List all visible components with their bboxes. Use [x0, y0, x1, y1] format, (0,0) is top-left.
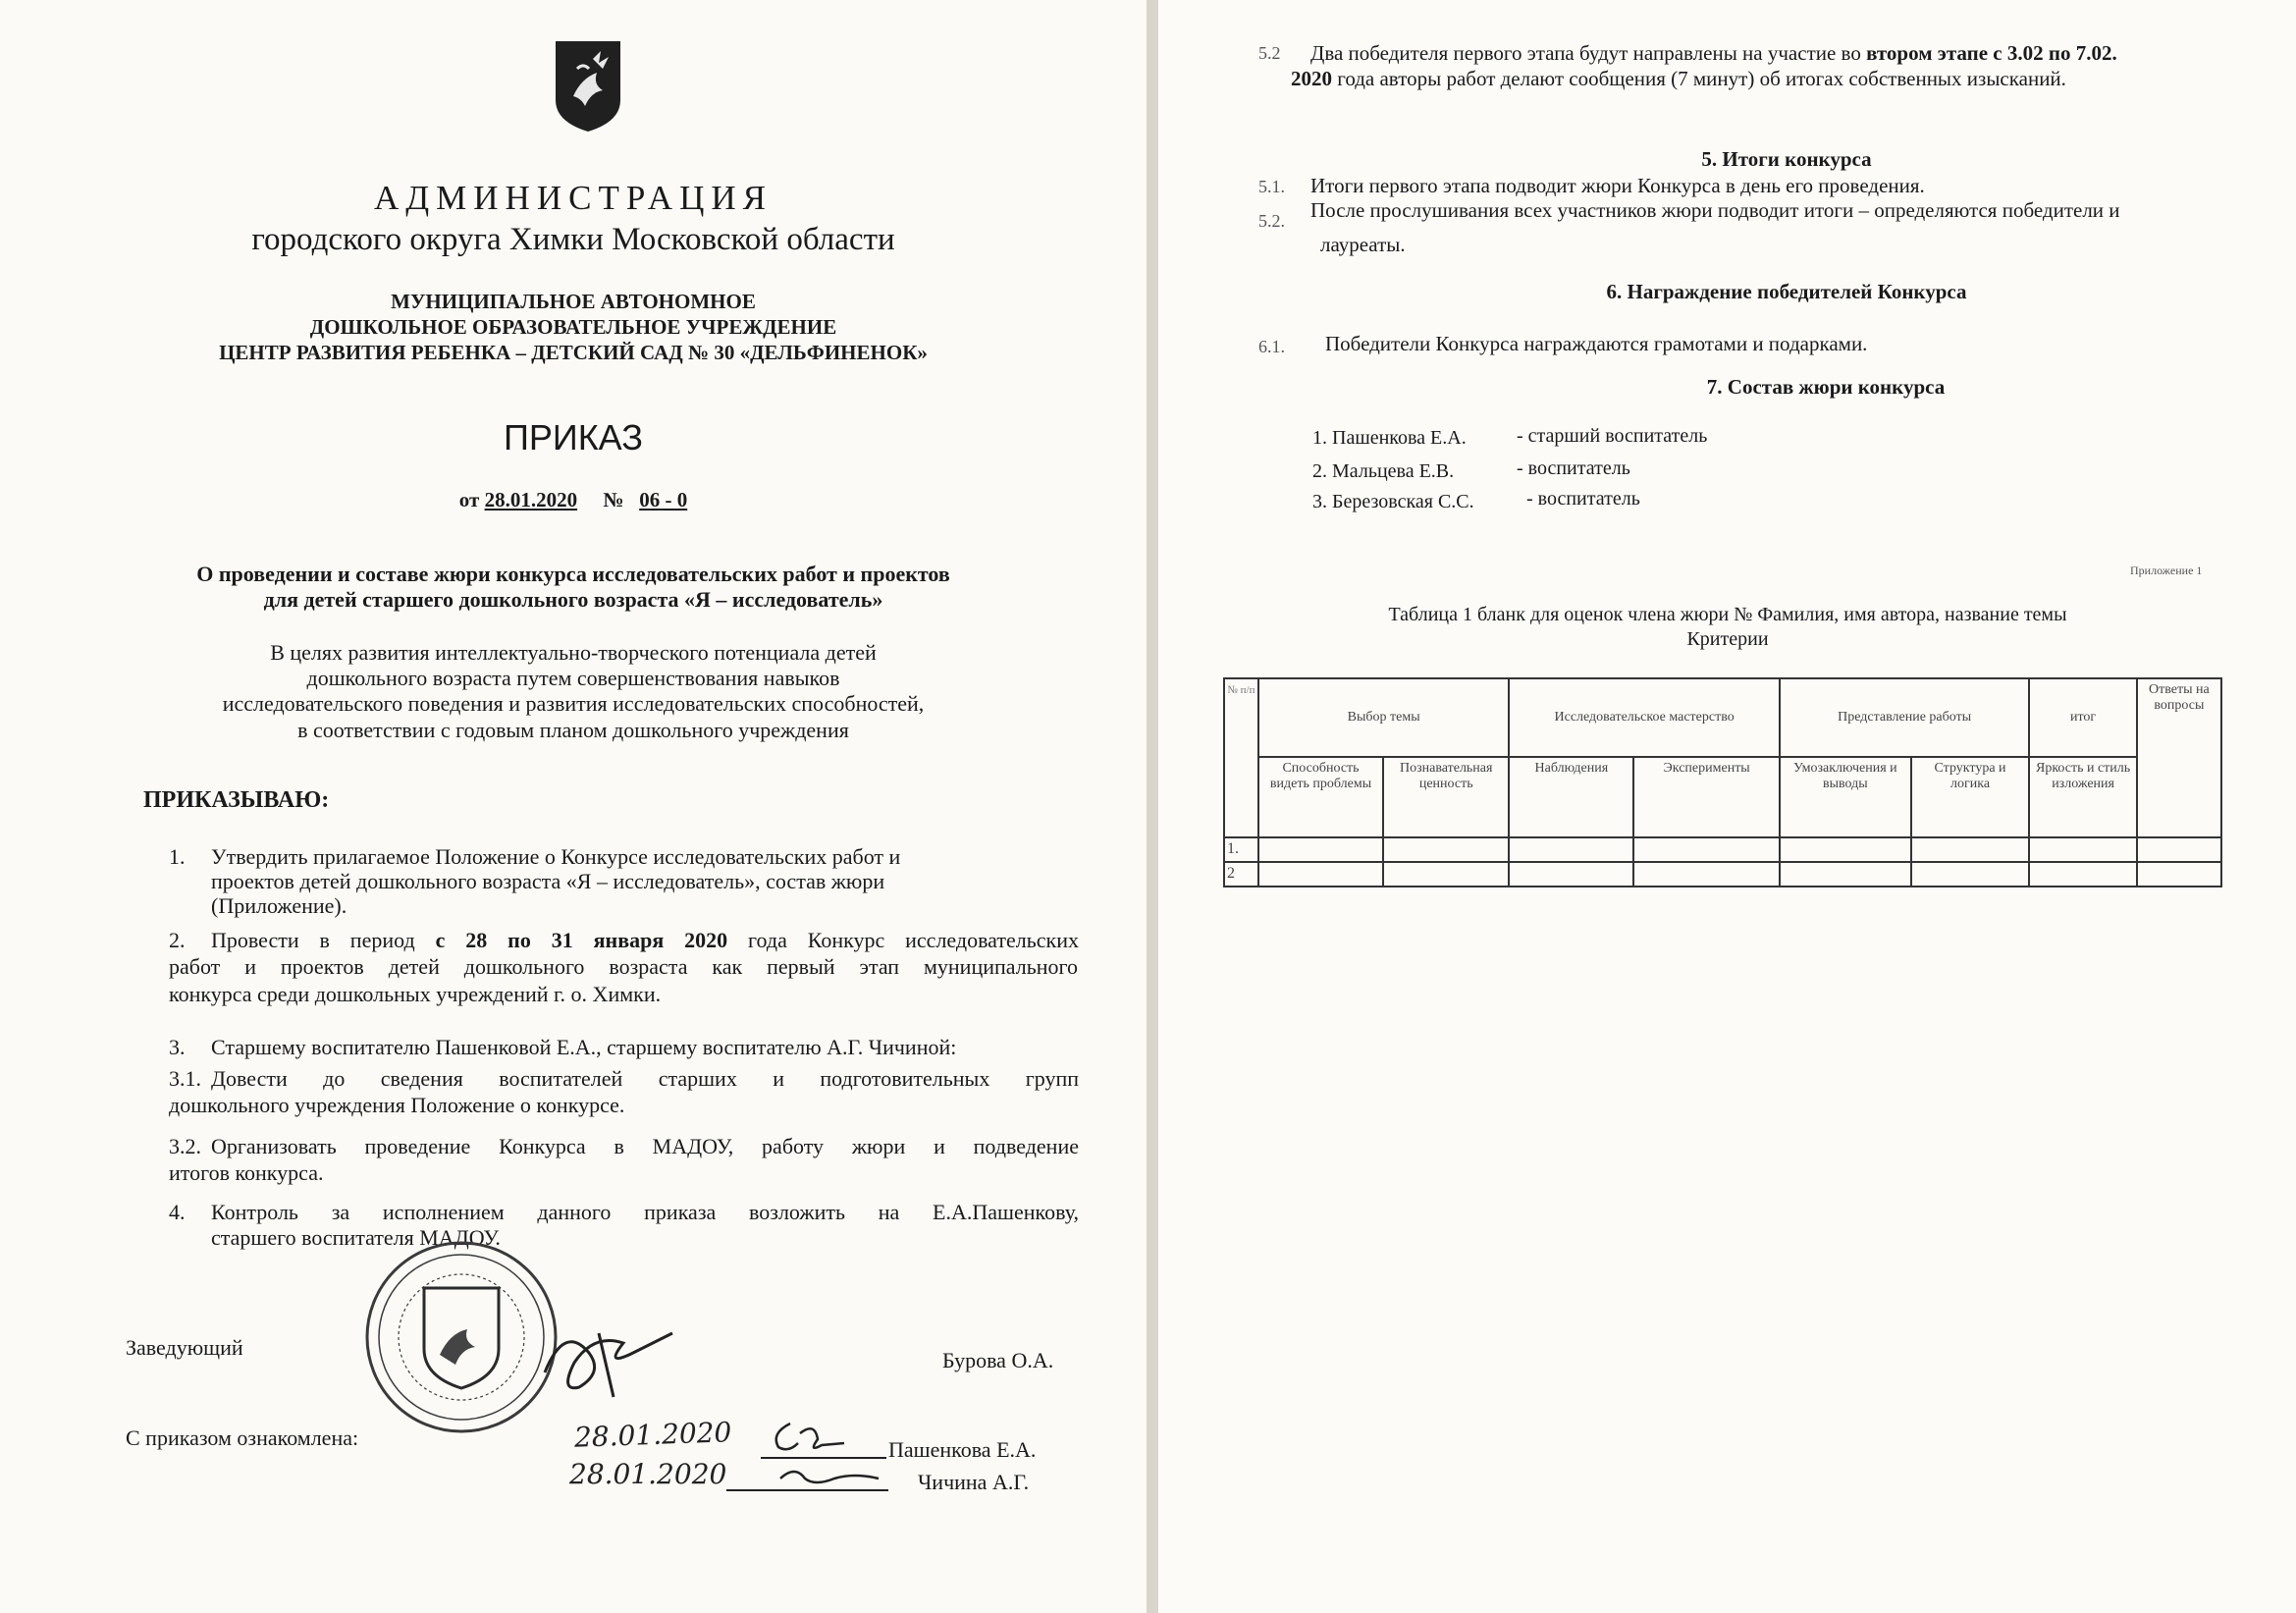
table-header-group: итог — [2029, 678, 2136, 757]
ack2-date: 28.01.2020 — [569, 1458, 727, 1490]
preamble-line-2: дошкольного возраста путем совершенствования навыков — [306, 666, 840, 690]
table-subheader: Способность видеть проблемы — [1258, 757, 1383, 837]
jury-score-table — [1223, 677, 2222, 887]
table-header-group: Исследовательское мастерство — [1509, 678, 1780, 757]
item-number: 2. — [169, 928, 186, 952]
table-row-number: 2 — [1224, 862, 1258, 887]
table-subheader: Познавательная ценность — [1383, 757, 1509, 837]
ack2-line — [726, 1489, 888, 1491]
jury-role: - воспитатель — [1526, 488, 1640, 510]
table-subheader: Яркость и стиль изложения — [2029, 757, 2136, 837]
table-row-number: 1. — [1224, 837, 1258, 862]
section-6-title: 6. Награждение победителей Конкурса — [1606, 280, 1967, 303]
item-number: 4. — [169, 1200, 186, 1224]
item-line: Старшему воспитателю Пашенковой Е.А., старшему воспитателю А.Г. Чичиной: — [211, 1035, 957, 1059]
item-number: 3.2. — [169, 1134, 201, 1158]
section-7-title: 7. Состав жюри конкурса — [1706, 375, 1946, 399]
institution-line-3: ЦЕНТР РАЗВИТИЯ РЕБЕНКА – ДЕТСКИЙ САД № 30 «ДЕЛЬФИНЕНОК» — [219, 341, 928, 364]
table-subheader: Умозаключения и выводы — [1780, 757, 1911, 837]
item-line: Утвердить прилагаемое Положение о Конкурсе исследовательских работ и — [211, 844, 901, 869]
table-caption-line-1: Таблица 1 бланк для оценок члена жюри № Фамилия, имя автора, название темы — [1388, 604, 2067, 625]
order-title: ПРИКАЗ — [503, 417, 644, 457]
decree-heading: ПРИКАЗЫВАЮ: — [143, 787, 330, 813]
institution-line-1: МУНИЦИПАЛЬНОЕ АВТОНОМНОЕ — [391, 290, 756, 313]
item-line: проектов детей дошкольного возраста «Я – исследователь», состав жюри — [211, 869, 885, 893]
table-row — [1224, 862, 2221, 887]
item-number: 1. — [169, 844, 186, 869]
paragraph-number: 5.1. — [1258, 177, 1285, 196]
head-signature — [535, 1314, 682, 1402]
table-row — [1224, 837, 2221, 862]
preamble-line-4: в соответствии с годовым планом дошкольного учреждения — [297, 718, 849, 742]
ack1-date: 28.01.2020 — [573, 1416, 732, 1454]
jury-name: 2. Мальцева Е.В. — [1312, 460, 1455, 482]
paragraph-number: 5.2 — [1258, 43, 1281, 63]
paragraph-number: 5.2. — [1258, 211, 1285, 231]
table-subheader: Структура и логика — [1911, 757, 2030, 837]
table-subheader: Наблюдения — [1509, 757, 1633, 837]
number-sign: № — [603, 488, 624, 511]
item-line: дошкольного учреждения Положение о конкурсе. — [169, 1093, 625, 1117]
org-title: АДМИНИСТРАЦИЯ — [374, 179, 773, 217]
item-number: 3. — [169, 1035, 186, 1059]
item-line: Контроль за исполнением данного приказа возложить на Е.А.Пашенкову, — [211, 1200, 1079, 1224]
jury-role: - воспитатель — [1517, 457, 1630, 479]
paragraph-5-2-result-line-2: лауреаты. — [1320, 233, 1406, 256]
head-name: Бурова О.А. — [942, 1348, 1054, 1372]
table-header-group: Представление работы — [1780, 678, 2029, 757]
table-caption-line-2: Критерии — [1686, 628, 1769, 650]
ack-label: С приказом ознакомлена: — [126, 1425, 359, 1450]
preamble-line-1: В целях развития интеллектуально-творческого потенциала детей — [270, 640, 877, 665]
order-date: 28.01.2020 — [484, 488, 578, 511]
item-line: старшего воспитателя МАДОУ. — [211, 1225, 501, 1250]
item-line: Довести до сведения воспитателей старших и подготовительных групп — [211, 1066, 1079, 1091]
item-line: Организовать проведение Конкурса в МАДОУ, работу жюри и подведение — [211, 1134, 1079, 1158]
head-label: Заведующий — [126, 1335, 243, 1360]
subject-line-2: для детей старшего дошкольного возраста «Я – исследователь» — [263, 587, 883, 612]
item-line: итогов конкурса. — [169, 1160, 324, 1185]
order-number: 06 - 0 — [639, 488, 688, 511]
item-line: (Приложение). — [211, 893, 347, 918]
table-subheader: Эксперименты — [1633, 757, 1780, 837]
table-header-number: № п/п — [1224, 678, 1258, 837]
item-number: 3.1. — [169, 1066, 201, 1091]
ack1-name: Пашенкова Е.А. — [888, 1437, 1037, 1462]
jury-name: 3. Березовская С.С. — [1312, 491, 1474, 512]
jury-name: 1. Пашенкова Е.А. — [1312, 427, 1467, 449]
section-5-title: 5. Итоги конкурса — [1701, 147, 1872, 171]
ack2-signature — [775, 1461, 883, 1490]
table-header-answers: Ответы на вопросы — [2137, 678, 2221, 837]
table-header-group: Выбор темы — [1258, 678, 1509, 757]
paragraph-number: 6.1. — [1258, 337, 1285, 356]
institution-line-2: ДОШКОЛЬНОЕ ОБРАЗОВАТЕЛЬНОЕ УЧРЕЖДЕНИЕ — [309, 315, 837, 339]
org-subtitle: городского округа Химки Московской области — [251, 222, 895, 257]
left-page — [0, 0, 1147, 1613]
paragraph-5-1: Итоги первого этапа подводит жюри Конкурса в день его проведения. — [1310, 174, 1925, 197]
ack1-line — [761, 1457, 886, 1459]
paragraph-6-1: Победители Конкурса награждаются грамотами и подарками. — [1325, 332, 1868, 355]
paragraph-5-2-line-1: Два победителя первого этапа будут направлены на участие во втором этапе с 3.02 по 7.02. — [1310, 41, 2117, 65]
order-date-number — [0, 488, 1147, 512]
jury-role: - старший воспитатель — [1517, 425, 1708, 447]
ack2-name: Чичина А.Г. — [918, 1470, 1030, 1494]
item-line: Провести в период с 28 по 31 января 2020 года Конкурс исследовательских — [211, 928, 1079, 952]
date-prefix: от — [458, 488, 480, 511]
item-line: работ и проектов детей дошкольного возраста как первый этап муниципального — [169, 954, 1078, 979]
ack1-signature — [761, 1414, 849, 1461]
paragraph-5-2-line-2: 2020 года авторы работ делают сообщения (7 минут) об итогах собственных изысканий. — [1291, 67, 2066, 90]
item-line: конкурса среди дошкольных учреждений г. о. Химки. — [169, 982, 662, 1006]
preamble-line-3: исследовательского поведения и развития исследовательских способностей, — [222, 691, 925, 716]
coat-of-arms-icon — [554, 39, 622, 134]
right-page — [1158, 0, 2296, 1613]
paragraph-5-2-result-line-1: После прослушивания всех участников жюри подводит итоги – определяются победители и — [1310, 198, 2120, 222]
subject-line-1: О проведении и составе жюри конкурса исследовательских работ и проектов — [196, 562, 950, 586]
appendix-label: Приложение 1 — [2130, 564, 2203, 577]
